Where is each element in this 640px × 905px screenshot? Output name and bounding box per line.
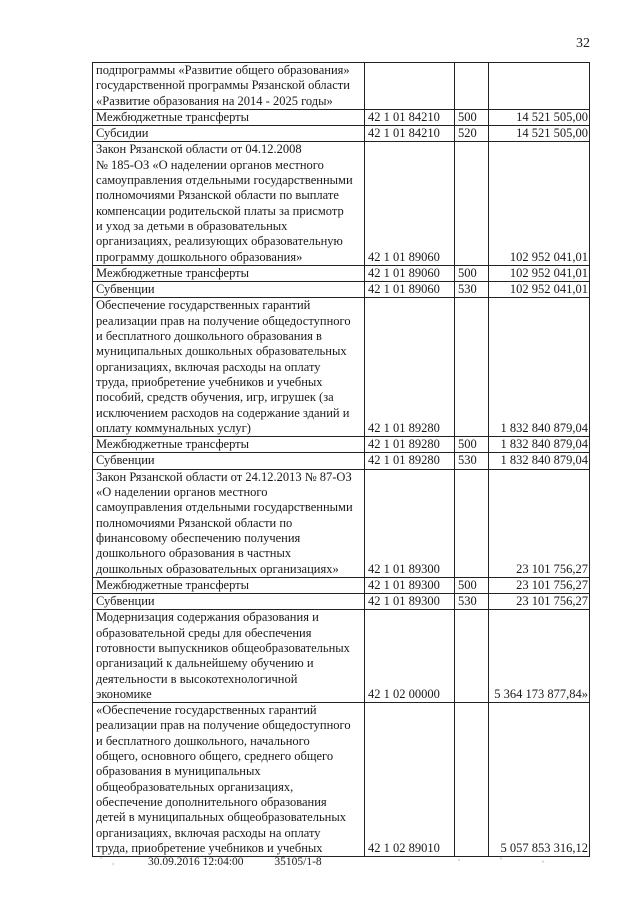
table-row [93,610,590,703]
budget-table-body [93,63,590,857]
row-name: Субвенции [93,453,365,469]
table-row [93,142,590,265]
table-row [93,437,590,453]
row-name: Закон Рязанской области от 24.12.2013 № 87-ОЗ «О наделении органов местного самоуправления отдельными государственными полномочиями Рязанской области по финансовому обеспечению получения дошкольного образования в частных дошкольных образовательных организациях» [93,469,365,577]
row-amount: 14 521 505,00 [489,109,590,125]
row-code: 42 1 01 89280 [365,298,455,437]
row-vr [455,703,489,857]
row-name: Межбюджетные трансферты [93,265,365,281]
row-code: 42 1 02 00000 [365,610,455,703]
row-amount: 1 832 840 879,04 [489,437,590,453]
row-name: подпрограммы «Развитие общего образования» государственной программы Рязанской области «Развитие образования на 2014 - 2025 годы» [93,63,365,110]
row-name: Субвенции [93,282,365,298]
table-row [93,577,590,593]
row-amount: 5 364 173 877,84» [489,610,590,703]
row-vr: 500 [455,265,489,281]
row-name: Межбюджетные трансферты [93,577,365,593]
table-row [93,594,590,610]
row-amount: 1 832 840 879,04 [489,453,590,469]
row-code: 42 1 01 89300 [365,577,455,593]
row-code [365,63,455,110]
row-code: 42 1 01 89060 [365,265,455,281]
table-row [93,126,590,142]
row-amount: 1 832 840 879,04 [489,298,590,437]
footer-stamp [148,856,350,868]
row-amount [489,63,590,110]
row-name: Межбюджетные трансферты [93,109,365,125]
table-row [93,265,590,281]
row-name: Межбюджетные трансферты [93,437,365,453]
row-code: 42 1 01 89280 [365,437,455,453]
row-name: «Обеспечение государственных гарантий реализации прав на получение общедоступного и бесплатного дошкольного, начального общего, основного общего, среднего общего образования в муниципальных общеобразовательных организациях, обеспечение дополнительного образования детей в муниципальных общеобразовательных организациях, включая расходы на оплату труда, приобретение учебников и учебных [93,703,365,857]
row-vr [455,63,489,110]
row-amount: 5 057 853 316,12 [489,703,590,857]
row-vr: 500 [455,437,489,453]
row-vr [455,298,489,437]
row-code: 42 1 02 89010 [365,703,455,857]
table-row [93,703,590,857]
row-name: Обеспечение государственных гарантий реализации прав на получение общедоступного и бесплатного дошкольного образования в муниципальных дошкольных образовательных организациях, включая расходы на оплату труда, приобретение учебников и учебных пособий, средств обучения, игр, игрушек (за исключением расходов на содержание зданий и оплату коммунальных услуг) [93,298,365,437]
table-row [93,298,590,437]
row-amount: 102 952 041,01 [489,282,590,298]
table-row [93,453,590,469]
table-row [93,282,590,298]
row-name: Субвенции [93,594,365,610]
row-amount: 23 101 756,27 [489,594,590,610]
row-vr [455,142,489,265]
footer-datetime: 30.09.2016 12:04:00 [148,856,244,868]
row-code: 42 1 01 89060 [365,282,455,298]
row-code: 42 1 01 84210 [365,126,455,142]
row-vr [455,610,489,703]
row-code: 42 1 01 89300 [365,469,455,577]
scan-noise [445,852,585,868]
page-number: 32 [576,36,590,51]
row-name: Субсидии [93,126,365,142]
row-amount: 14 521 505,00 [489,126,590,142]
row-name: Закон Рязанской области от 04.12.2008 № 185-ОЗ «О наделении органов местного самоуправления отдельными государственными полномочиями Рязанской области по выплате компенсации родительской платы за присмотр и уход за детьми в образовательных организациях, реализующих образовательную программу дошкольного образования» [93,142,365,265]
row-amount: 23 101 756,27 [489,577,590,593]
row-vr [455,469,489,577]
budget-table [92,62,590,857]
scan-noise [92,850,122,870]
table-row [93,63,590,110]
row-vr: 530 [455,282,489,298]
row-amount: 23 101 756,27 [489,469,590,577]
row-amount: 102 952 041,01 [489,265,590,281]
row-vr: 530 [455,594,489,610]
row-code: 42 1 01 89300 [365,594,455,610]
row-amount: 102 952 041,01 [489,142,590,265]
row-vr: 530 [455,453,489,469]
table-row [93,469,590,577]
row-vr: 500 [455,109,489,125]
row-code: 42 1 01 89280 [365,453,455,469]
table-row [93,109,590,125]
row-code: 42 1 01 89060 [365,142,455,265]
row-vr: 500 [455,577,489,593]
row-vr: 520 [455,126,489,142]
row-name: Модернизация содержания образования и образовательной среды для обеспечения готовности выпускников общеобразовательных организаций к дальнейшему обучению и деятельности в высокотехнологичной экономике [93,610,365,703]
row-code: 42 1 01 84210 [365,109,455,125]
footer-doc-number: 35105/1-8 [274,856,322,868]
